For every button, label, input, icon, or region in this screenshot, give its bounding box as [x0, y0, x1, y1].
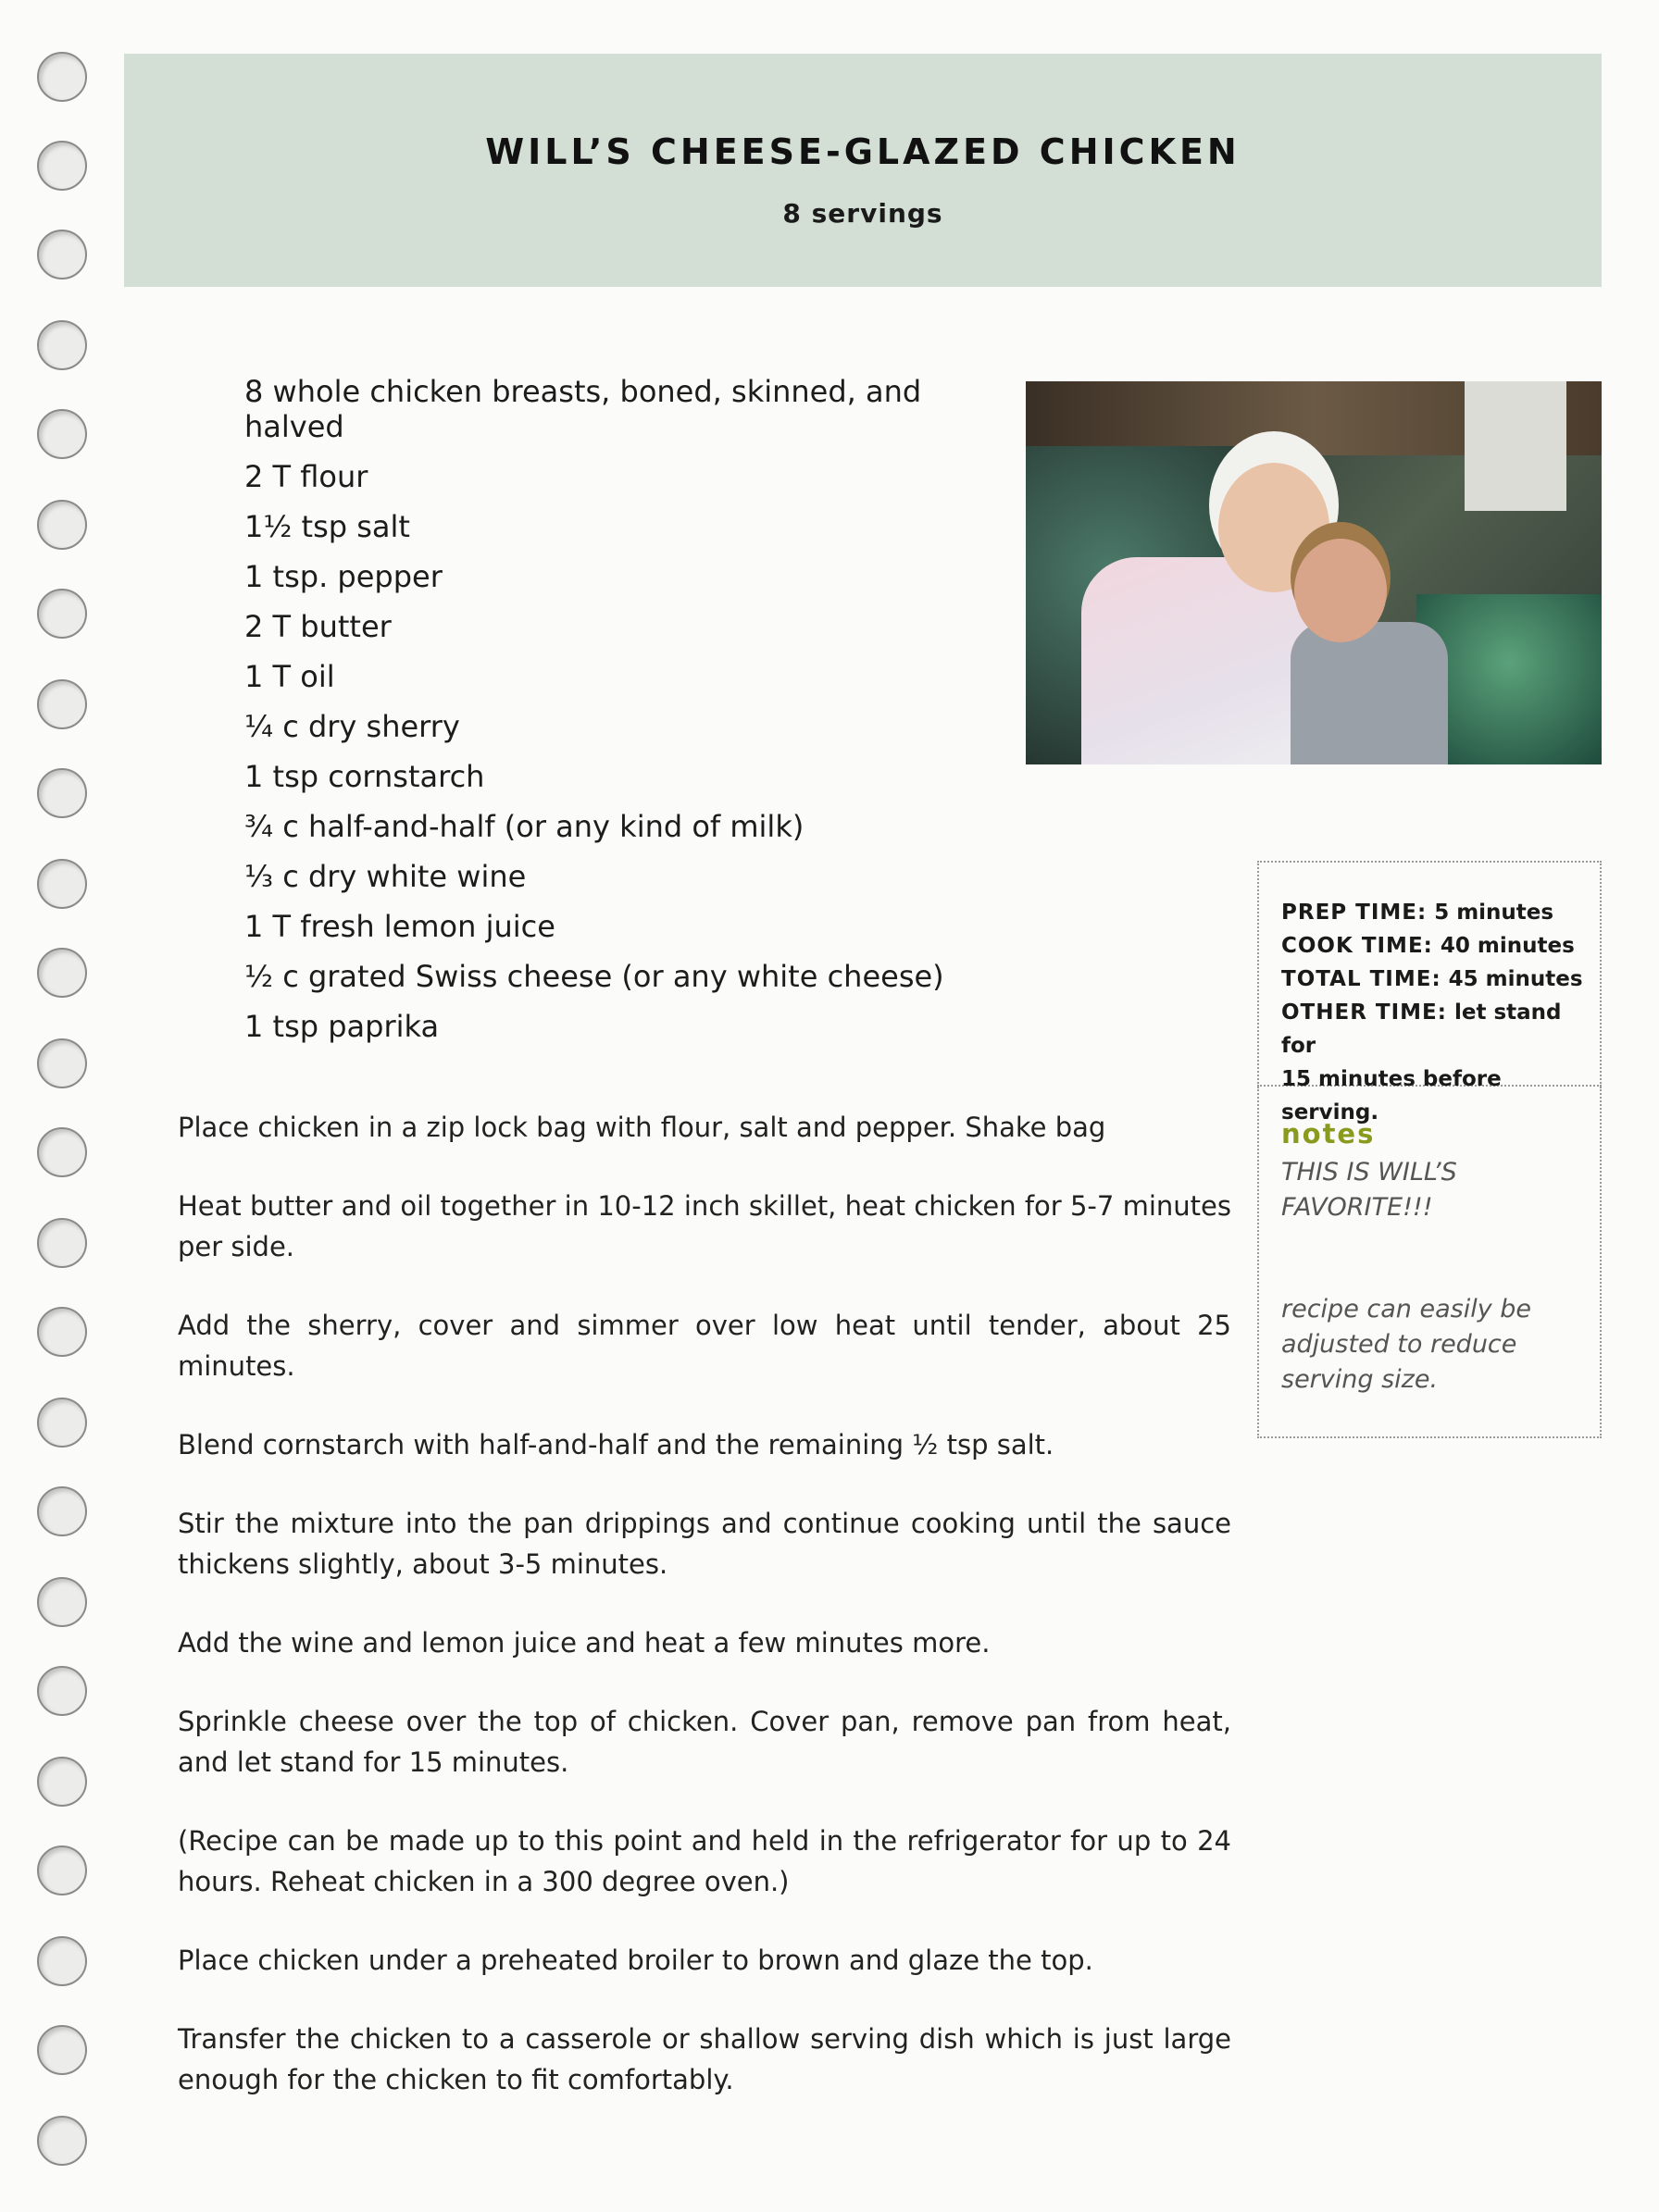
other-time-continued: 15 minutes before serving. [1281, 1067, 1502, 1125]
binder-hole [37, 1845, 87, 1895]
ingredient-item: 1 T oil [244, 659, 335, 694]
other-time-value: let stand for [1281, 1000, 1562, 1058]
binder-hole [37, 1936, 87, 1986]
ingredient-item: ¼ c dry sherry [244, 709, 460, 744]
binder-hole [37, 320, 87, 370]
direction-step: (Recipe can be made up to this point and held in the refrigerator for up to 24 hours. Reheat chicken in a 300 degree oven.) [178, 1825, 1231, 1897]
binder-hole [37, 679, 87, 729]
directions [178, 1107, 1231, 2138]
binder-hole [37, 1307, 87, 1357]
binder-hole [37, 1398, 87, 1448]
other-time-label: OTHER TIME: [1281, 1000, 1447, 1025]
direction-step: Heat butter and oil together in 10-12 inch skillet, heat chicken for 5-7 minutes per side. [178, 1190, 1231, 1262]
total-time-label: TOTAL TIME: [1281, 967, 1441, 991]
prep-time [1281, 896, 1600, 929]
notes-heading: notes [1281, 1118, 1376, 1149]
ingredient-item: 1 tsp cornstarch [244, 759, 485, 794]
photo-boy-body [1291, 622, 1448, 764]
photo-window [1465, 381, 1566, 511]
binder-hole [37, 1486, 87, 1536]
ingredient-item: 1½ tsp salt [244, 509, 410, 544]
binder-hole [37, 1577, 87, 1627]
direction-step: Sprinkle cheese over the top of chicken. Cover pan, remove pan from heat, and let stand for 15 minutes. [178, 1706, 1231, 1778]
binder-hole [37, 948, 87, 998]
binder-hole [37, 768, 87, 818]
binder-hole [37, 1038, 87, 1088]
binder-hole [37, 2116, 87, 2166]
ingredient-item: 1 T fresh lemon juice [244, 909, 555, 944]
total-time-value: 45 minutes [1448, 967, 1583, 991]
binder-hole [37, 52, 87, 102]
ingredient-item: ⅓ c dry white wine [244, 859, 527, 894]
binder-hole [37, 859, 87, 909]
ingredient-item: 2 T flour [244, 459, 368, 494]
notes-favorite: THIS IS WILL’S FAVORITE!!! [1281, 1158, 1457, 1222]
direction-step: Place chicken under a preheated broiler to brown and glaze the top. [178, 1945, 1093, 1976]
photo-boy-head [1294, 539, 1387, 642]
ingredient-list [244, 374, 948, 1059]
ingredient-item: 1 tsp paprika [244, 1009, 440, 1044]
time-box [1257, 861, 1602, 1125]
direction-step: Place chicken in a zip lock bag with flour, salt and pepper. Shake bag [178, 1112, 1106, 1143]
recipe-title: WILL’S CHEESE-GLAZED CHICKEN [485, 131, 1241, 172]
notes-spacer [1281, 1225, 1579, 1292]
binder-hole [37, 1218, 87, 1268]
direction-step: Stir the mixture into the pan drippings and continue cooking until the sauce thickens slightly, about 3-5 minutes. [178, 1508, 1231, 1580]
ingredient-item: 8 whole chicken breasts, boned, skinned, and halved [244, 374, 922, 444]
recipe-servings: 8 servings [782, 198, 943, 229]
binder-hole [37, 409, 87, 459]
binder-hole [37, 1127, 87, 1177]
binder-hole [37, 500, 87, 550]
ingredient-item: 2 T butter [244, 609, 392, 644]
ingredient-item: ½ c grated Swiss cheese (or any white cheese) [244, 959, 944, 994]
binder-hole [37, 141, 87, 191]
notes-box [1257, 1087, 1602, 1438]
ingredient-item: ¾ c half-and-half (or any kind of milk) [244, 809, 805, 844]
binder-hole [37, 2025, 87, 2075]
cook-time [1281, 929, 1600, 963]
cook-time-value: 40 minutes [1440, 934, 1575, 958]
direction-step: Add the wine and lemon juice and heat a few minutes more. [178, 1627, 991, 1659]
total-time [1281, 963, 1600, 996]
binder-hole [37, 230, 87, 280]
prep-time-label: PREP TIME: [1281, 901, 1428, 925]
direction-step: Add the sherry, cover and simmer over low heat until tender, about 25 minutes. [178, 1310, 1231, 1382]
binder-holes [37, 52, 89, 2208]
direction-step: Blend cornstarch with half-and-half and the remaining ½ tsp salt. [178, 1429, 1054, 1460]
ingredient-item: 1 tsp. pepper [244, 559, 443, 594]
prep-time-value: 5 minutes [1434, 901, 1554, 925]
direction-step: Transfer the chicken to a casserole or shallow serving dish which is just large enough for the chicken to fit comfortably. [178, 2023, 1231, 2095]
binder-hole [37, 1666, 87, 1716]
family-photo [1026, 381, 1602, 764]
cook-time-label: COOK TIME: [1281, 934, 1433, 958]
binder-hole [37, 1757, 87, 1807]
other-time [1281, 996, 1600, 1063]
notes-adjust: recipe can easily be adjusted to reduce serving size. [1281, 1295, 1532, 1394]
binder-hole [37, 589, 87, 639]
